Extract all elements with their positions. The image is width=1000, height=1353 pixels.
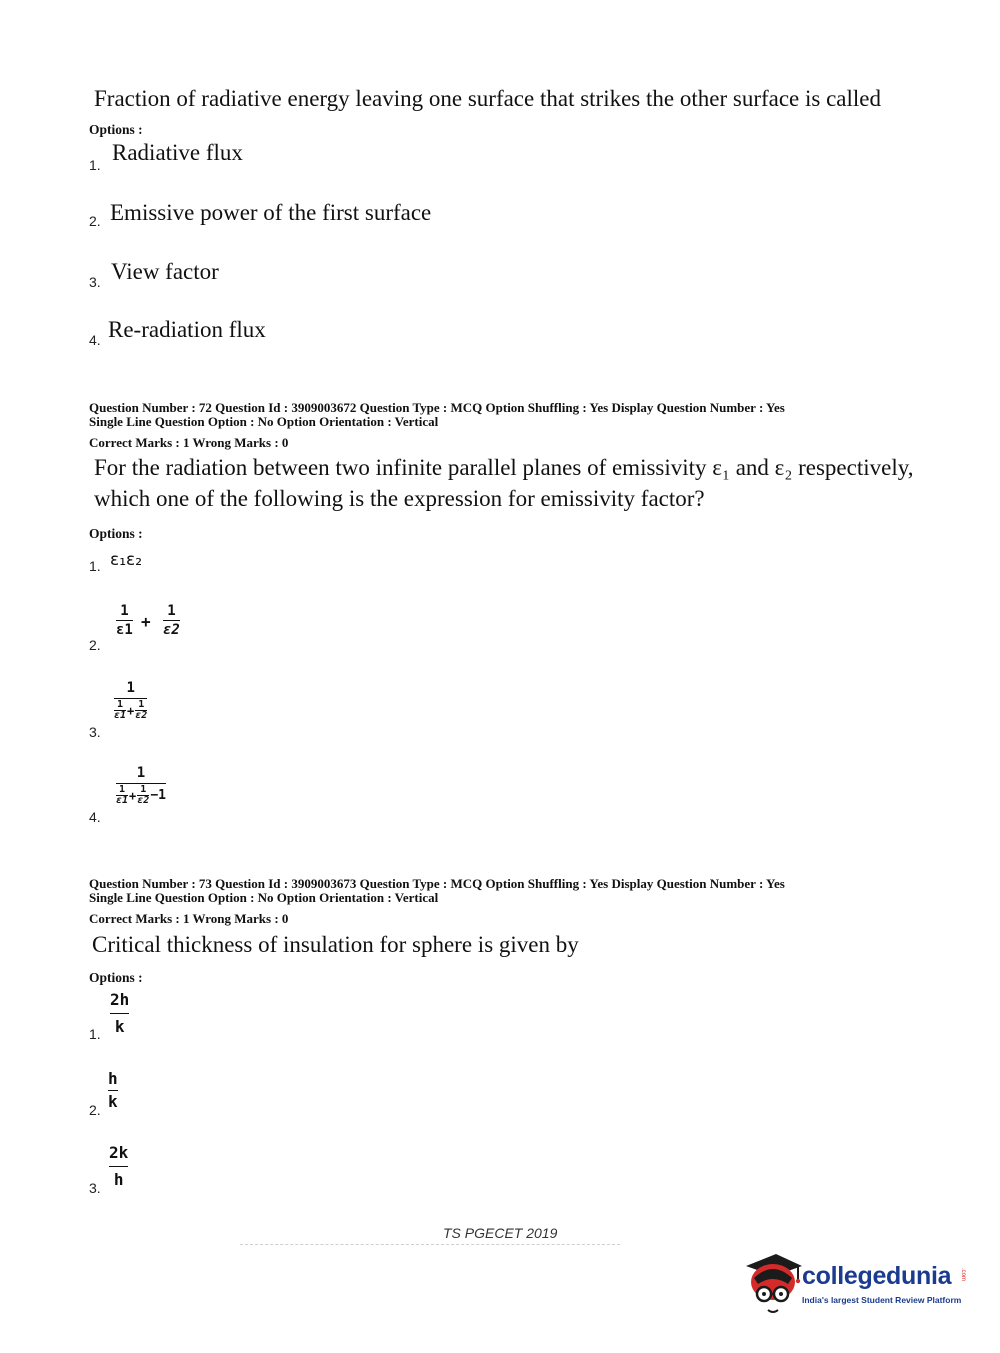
collegedunia-logo [742, 1248, 972, 1318]
small-fraction [114, 700, 126, 721]
option-number: 4. [89, 332, 101, 348]
option-number: 3. [89, 274, 101, 290]
brand-suffix: .com [960, 1268, 966, 1282]
denominator [116, 785, 166, 806]
denominator: k [114, 1017, 125, 1036]
denominator: ε2 [137, 795, 150, 806]
question-73-text: Critical thickness of insulation for sphere is given by [92, 932, 579, 957]
numerator: 2k [109, 1143, 129, 1162]
fraction-bar [108, 1090, 118, 1091]
fraction-bar [110, 1013, 129, 1014]
option-number: 1. [89, 558, 101, 574]
question-72-orientation: Single Line Question Option : No Option Orientation : Vertical [89, 414, 439, 429]
question-72-marks: Correct Marks : 1 Wrong Marks : 0 [89, 435, 289, 450]
option-number: 4. [89, 809, 101, 825]
question-72-text-line2: which one of the following is the expression for emissivity factor? [94, 486, 705, 511]
option-number: 1. [89, 157, 101, 173]
denominator: ε1 [116, 795, 129, 806]
fraction [110, 992, 129, 1035]
denominator: k [108, 1092, 118, 1111]
fraction [109, 1145, 128, 1188]
denominator: ε1 [114, 710, 127, 721]
option-number: 2. [89, 1102, 101, 1118]
plus-sign: + [141, 612, 151, 631]
options-label: Options : [89, 526, 143, 541]
brand-name: collegedunia [802, 1262, 952, 1290]
numerator: 1 [117, 699, 124, 710]
fraction-bar [116, 620, 133, 621]
question-73-orientation: Single Line Question Option : No Option Orientation : Vertical [89, 890, 439, 905]
option-number: 3. [89, 724, 101, 740]
numerator: 1 [167, 603, 176, 619]
options-label: Options : [89, 122, 143, 137]
denominator [114, 700, 147, 721]
options-label: Options : [89, 970, 143, 985]
fraction [163, 604, 180, 637]
denominator: ε2 [135, 710, 148, 721]
question-72-meta: Question Number : 72 Question Id : 3909003672 Question Type : MCQ Option Shuffling : Yes Display Question Number : Yes [89, 400, 785, 415]
denominator: h [113, 1170, 124, 1189]
question-73-meta: Question Number : 73 Question Id : 3909003673 Question Type : MCQ Option Shuffling : Yes Display Question Number : Yes [89, 876, 785, 891]
numerator: 1 [119, 784, 126, 795]
option-text: Emissive power of the first surface [110, 200, 432, 225]
small-fraction [116, 785, 128, 806]
small-fraction [135, 700, 147, 721]
plus-sign: + [127, 703, 135, 718]
numerator: 1 [140, 784, 147, 795]
mascot-icon [742, 1248, 804, 1318]
denominator: ε1 [116, 622, 133, 638]
brand-tagline: India's largest Student Review Platform [802, 1295, 962, 1305]
option-number: 2. [89, 637, 101, 653]
fraction-bar [163, 620, 180, 621]
small-fraction [137, 785, 149, 806]
numerator: 1 [138, 699, 145, 710]
option-text: View factor [111, 259, 219, 284]
fraction-bar [109, 1166, 128, 1167]
option-number: 2. [89, 213, 101, 229]
question-71-text: Fraction of radiative energy leaving one surface that strikes the other surface is called [94, 86, 882, 111]
numerator: h [108, 1069, 118, 1088]
footer-divider [240, 1244, 620, 1245]
numerator: 2h [110, 990, 130, 1009]
plus-sign: + [129, 788, 137, 803]
numerator: 1 [120, 603, 129, 619]
denominator: ε2 [163, 622, 180, 638]
option-math-product: ε₁ε₂ [110, 550, 143, 570]
numerator: 1 [126, 680, 135, 696]
question-72-text-line1: For the radiation between two infinite parallel planes of emissivity ε₁ and ε₂ respectively, [94, 455, 914, 480]
option-text: Radiative flux [112, 140, 243, 165]
compound-fraction [114, 681, 147, 721]
option-number: 3. [89, 1180, 101, 1196]
question-73-marks: Correct Marks : 1 Wrong Marks : 0 [89, 911, 289, 926]
option-text: Re-radiation flux [108, 317, 266, 342]
fraction [116, 604, 133, 637]
fraction [108, 1071, 118, 1110]
compound-fraction [116, 766, 166, 806]
exam-title: TS PGECET 2019 [443, 1225, 558, 1241]
numerator: 1 [136, 765, 146, 781]
option-number: 1. [89, 1026, 101, 1042]
minus-one: −1 [150, 788, 166, 803]
